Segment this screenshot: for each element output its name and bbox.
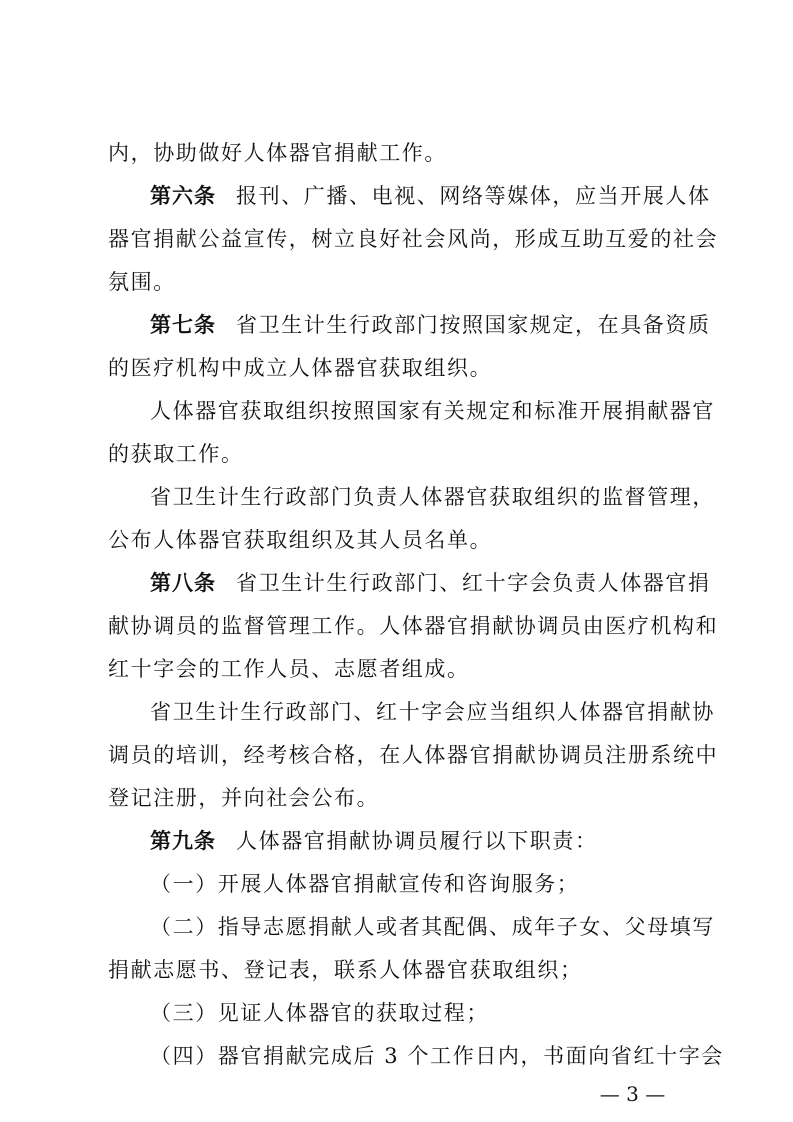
text-line	[108, 262, 698, 302]
line-text: 省卫生计生行政部门、红十字会应当组织人体器官捐献协	[150, 700, 715, 724]
line-text: （一）开展人体器官捐献宣传和咨询服务；	[150, 872, 580, 896]
text-line	[108, 606, 719, 646]
list-item-3	[150, 993, 698, 1033]
text-line	[108, 348, 698, 388]
line-text: 献协调员的监督管理工作。人体器官捐献协调员由医疗机构和	[108, 614, 719, 638]
article-heading: 第九条	[150, 829, 216, 853]
line-text: 内，协助做好人体器官捐献工作。	[108, 141, 447, 165]
article-7-line	[150, 305, 711, 345]
line-text: 报刊、广播、电视、网络等媒体，应当开展人体	[236, 184, 711, 208]
article-heading: 第六条	[150, 184, 216, 208]
line-text: （三）见证人体器官的获取过程；	[150, 1001, 489, 1025]
line-text: 的获取工作。	[108, 442, 244, 466]
line-text: 红十字会的工作人员、志愿者组成。	[108, 657, 470, 681]
list-item-2	[150, 907, 715, 947]
text-line	[108, 520, 698, 560]
text-line	[108, 950, 698, 990]
line-text: 人体器官获取组织按照国家有关规定和标准开展捐献器官	[150, 399, 715, 423]
line-text: 省卫生计生行政部门、红十字会负责人体器官捐	[236, 571, 711, 595]
line-text: 省卫生计生行政部门按照国家规定，在具备资质	[236, 313, 711, 337]
line-text: 捐献志愿书、登记表，联系人体器官获取组织；	[108, 958, 583, 982]
line-text: 器官捐献公益宣传，树立良好社会风尚，形成互助互爱的社会	[108, 227, 719, 251]
article-6-line	[150, 176, 711, 216]
text-line	[108, 778, 698, 818]
text-line	[108, 735, 719, 775]
text-line	[108, 133, 698, 173]
line-text: 氛围。	[108, 270, 176, 294]
page-number: — 3 —	[599, 1082, 666, 1106]
line-text: 人体器官捐献协调员履行以下职责：	[236, 829, 598, 853]
line-text: 调员的培训，经考核合格，在人体器官捐献协调员注册系统中	[108, 743, 719, 767]
text-line	[108, 649, 698, 689]
article-8-line	[150, 563, 711, 603]
list-item-1	[150, 864, 698, 904]
line-text: 公布人体器官获取组织及其人员名单。	[108, 528, 493, 552]
line-text: 的医疗机构中成立人体器官获取组织。	[108, 356, 493, 380]
line-text: （四）器官捐献完成后 3 个工作日内，书面向省红十字会	[150, 1044, 724, 1068]
article-heading: 第八条	[150, 571, 216, 595]
paragraph-first-line	[150, 477, 715, 517]
line-text: 登记注册，并向社会公布。	[108, 786, 380, 810]
paragraph-first-line	[150, 692, 715, 732]
text-line	[108, 434, 698, 474]
article-9-line	[150, 821, 698, 861]
list-item-4	[150, 1036, 724, 1076]
line-text: 省卫生计生行政部门负责人体器官获取组织的监督管理，	[150, 485, 715, 509]
line-text: （二）指导志愿捐献人或者其配偶、成年子女、父母填写	[150, 915, 715, 939]
paragraph-first-line	[150, 391, 715, 431]
text-line	[108, 219, 719, 259]
article-heading: 第七条	[150, 313, 216, 337]
